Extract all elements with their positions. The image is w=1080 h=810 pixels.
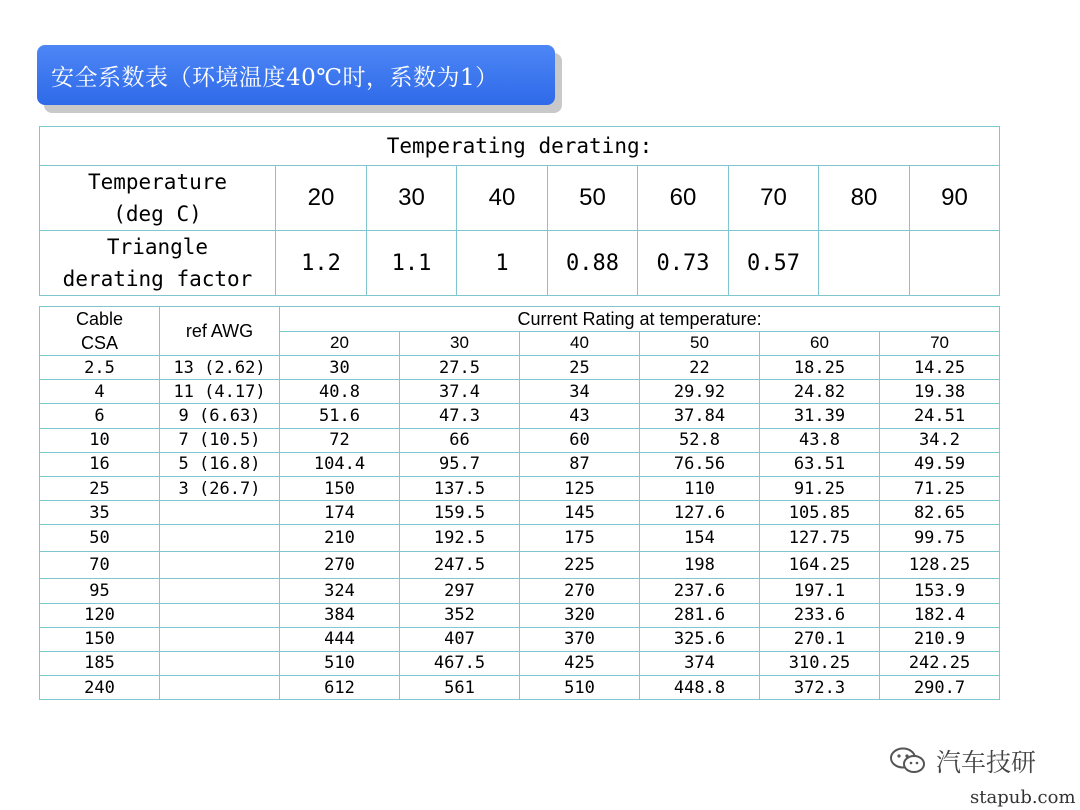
current-value-cell: 324 (280, 579, 400, 603)
derating-temperature-cell: 80 (819, 166, 910, 231)
current-value-cell: 19.38 (880, 380, 1000, 404)
current-value-cell: 237.6 (640, 579, 760, 603)
current-value-cell: 325.6 (640, 627, 760, 651)
current-value-cell: 174 (280, 501, 400, 525)
table-row (40, 579, 1000, 603)
current-value-cell: 52.8 (640, 428, 760, 452)
current-value-cell: 91.25 (760, 476, 880, 500)
ref-awg-cell (160, 525, 280, 552)
derating-heading: Temperating derating: (40, 127, 1000, 166)
current-value-cell: 210 (280, 525, 400, 552)
ref-awg-cell (160, 603, 280, 627)
current-value-cell: 444 (280, 627, 400, 651)
derating-temperature-cell: 90 (910, 166, 1000, 231)
current-value-cell: 34 (520, 380, 640, 404)
derating-factor-cell (910, 231, 1000, 296)
current-value-cell: 40.8 (280, 380, 400, 404)
current-value-cell: 384 (280, 603, 400, 627)
current-value-cell: 49.59 (880, 452, 1000, 476)
ref-awg-cell: 9 (6.63) (160, 404, 280, 428)
current-value-cell: 372.3 (760, 676, 880, 700)
current-value-cell: 22 (640, 356, 760, 380)
current-value-cell: 192.5 (400, 525, 520, 552)
current-value-cell: 270 (520, 579, 640, 603)
current-value-cell: 31.39 (760, 404, 880, 428)
current-value-cell: 87 (520, 452, 640, 476)
current-value-cell: 297 (400, 579, 520, 603)
current-value-cell: 164.25 (760, 552, 880, 579)
current-value-cell: 352 (400, 603, 520, 627)
factor-label (40, 231, 276, 296)
current-value-cell: 24.82 (760, 380, 880, 404)
table-row (40, 552, 1000, 579)
cable-csa-cell: 10 (40, 428, 160, 452)
table-row (40, 603, 1000, 627)
ref-awg-cell (160, 501, 280, 525)
current-value-cell: 18.25 (760, 356, 880, 380)
derating-factor-cell: 0.73 (638, 231, 729, 296)
current-value-cell: 137.5 (400, 476, 520, 500)
factor-label-line2: derating factor (62, 267, 253, 291)
current-value-cell: 153.9 (880, 579, 1000, 603)
current-value-cell: 612 (280, 676, 400, 700)
cable-csa-header (40, 307, 160, 356)
cable-csa-cell: 25 (40, 476, 160, 500)
cable-csa-cell: 95 (40, 579, 160, 603)
derating-temperature-cell: 70 (729, 166, 819, 231)
table-row (40, 476, 1000, 500)
cable-header-line2: CSA (80, 333, 118, 353)
ref-awg-cell: 5 (16.8) (160, 452, 280, 476)
current-value-cell: 281.6 (640, 603, 760, 627)
ref-awg-cell (160, 552, 280, 579)
current-value-cell: 150 (280, 476, 400, 500)
ref-awg-cell: 13 (2.62) (160, 356, 280, 380)
wechat-logo-icon (888, 746, 928, 776)
current-value-cell: 43.8 (760, 428, 880, 452)
ref-awg-cell: 3 (26.7) (160, 476, 280, 500)
derating-factor-cell: 1.2 (276, 231, 367, 296)
table-row (40, 356, 1000, 380)
current-value-cell: 76.56 (640, 452, 760, 476)
table-row (40, 651, 1000, 675)
current-value-cell: 29.92 (640, 380, 760, 404)
current-value-cell: 30 (280, 356, 400, 380)
ref-awg-cell (160, 651, 280, 675)
cable-csa-cell: 2.5 (40, 356, 160, 380)
cable-csa-cell: 16 (40, 452, 160, 476)
current-value-cell: 270.1 (760, 627, 880, 651)
current-value-cell: 561 (400, 676, 520, 700)
current-value-cell: 51.6 (280, 404, 400, 428)
current-value-cell: 270 (280, 552, 400, 579)
ref-awg-cell: 7 (10.5) (160, 428, 280, 452)
current-value-cell: 225 (520, 552, 640, 579)
current-rating-table (39, 306, 1000, 700)
derating-factor-cell: 0.88 (548, 231, 638, 296)
derating-temperature-cell: 60 (638, 166, 729, 231)
current-value-cell: 43 (520, 404, 640, 428)
rating-temperature-header: 70 (880, 331, 1000, 356)
watermark-name: 汽车技研 (936, 748, 1037, 777)
rating-temperature-header: 60 (760, 331, 880, 356)
table-row (40, 501, 1000, 525)
table-row (40, 380, 1000, 404)
cable-csa-cell: 6 (40, 404, 160, 428)
rating-temperature-header: 30 (400, 331, 520, 356)
table-row (40, 404, 1000, 428)
current-value-cell: 60 (520, 428, 640, 452)
current-value-cell: 247.5 (400, 552, 520, 579)
current-value-cell: 290.7 (880, 676, 1000, 700)
current-value-cell: 182.4 (880, 603, 1000, 627)
current-value-cell: 197.1 (760, 579, 880, 603)
current-value-cell: 154 (640, 525, 760, 552)
current-value-cell: 63.51 (760, 452, 880, 476)
temperature-label (40, 166, 276, 231)
current-value-cell: 95.7 (400, 452, 520, 476)
derating-temperature-cell: 30 (367, 166, 457, 231)
derating-factor-cell: 1 (457, 231, 548, 296)
ref-awg-cell (160, 676, 280, 700)
derating-temperature-cell: 40 (457, 166, 548, 231)
ref-awg-cell: 11 (4.17) (160, 380, 280, 404)
current-value-cell: 320 (520, 603, 640, 627)
current-value-cell: 510 (520, 676, 640, 700)
rating-temperature-header: 40 (520, 331, 640, 356)
current-value-cell: 104.4 (280, 452, 400, 476)
current-rating-header: Current Rating at temperature: (280, 307, 1000, 332)
current-value-cell: 66 (400, 428, 520, 452)
page-title: 安全系数表（环境温度40℃时，系数为1） (37, 45, 555, 105)
current-value-cell: 310.25 (760, 651, 880, 675)
rating-temperature-header: 50 (640, 331, 760, 356)
table-row (40, 452, 1000, 476)
current-value-cell: 210.9 (880, 627, 1000, 651)
rating-temperature-header: 20 (280, 331, 400, 356)
derating-temperature-cell: 50 (548, 166, 638, 231)
cable-csa-cell: 120 (40, 603, 160, 627)
derating-factor-cell (819, 231, 910, 296)
current-value-cell: 125 (520, 476, 640, 500)
current-value-cell: 198 (640, 552, 760, 579)
derating-temperature-cell: 20 (276, 166, 367, 231)
current-value-cell: 448.8 (640, 676, 760, 700)
current-value-cell: 128.25 (880, 552, 1000, 579)
table-row (40, 428, 1000, 452)
current-value-cell: 105.85 (760, 501, 880, 525)
cable-csa-cell: 4 (40, 380, 160, 404)
derating-factor-cell: 0.57 (729, 231, 819, 296)
cable-csa-cell: 50 (40, 525, 160, 552)
current-value-cell: 37.4 (400, 380, 520, 404)
current-value-cell: 510 (280, 651, 400, 675)
current-value-cell: 127.75 (760, 525, 880, 552)
table-row (40, 676, 1000, 700)
current-value-cell: 159.5 (400, 501, 520, 525)
current-value-cell: 82.65 (880, 501, 1000, 525)
derating-table (39, 126, 1000, 296)
cable-csa-cell: 35 (40, 501, 160, 525)
cable-csa-cell: 70 (40, 552, 160, 579)
ref-awg-cell (160, 627, 280, 651)
temperature-label-line2: (deg C) (113, 202, 202, 226)
cable-csa-cell: 240 (40, 676, 160, 700)
current-value-cell: 14.25 (880, 356, 1000, 380)
table-row (40, 525, 1000, 552)
current-value-cell: 34.2 (880, 428, 1000, 452)
cable-csa-cell: 150 (40, 627, 160, 651)
current-value-cell: 145 (520, 501, 640, 525)
current-value-cell: 24.51 (880, 404, 1000, 428)
watermark-url: stapub.com (970, 787, 1076, 808)
current-value-cell: 233.6 (760, 603, 880, 627)
temperature-label-line1: Temperature (87, 170, 228, 194)
current-value-cell: 37.84 (640, 404, 760, 428)
current-value-cell: 374 (640, 651, 760, 675)
table-row (40, 627, 1000, 651)
current-value-cell: 370 (520, 627, 640, 651)
ref-awg-header: ref AWG (160, 307, 280, 356)
factor-label-line1: Triangle (106, 235, 209, 259)
current-value-cell: 467.5 (400, 651, 520, 675)
current-value-cell: 72 (280, 428, 400, 452)
current-value-cell: 407 (400, 627, 520, 651)
cable-csa-cell: 185 (40, 651, 160, 675)
current-value-cell: 99.75 (880, 525, 1000, 552)
current-value-cell: 71.25 (880, 476, 1000, 500)
current-value-cell: 25 (520, 356, 640, 380)
current-value-cell: 110 (640, 476, 760, 500)
current-value-cell: 175 (520, 525, 640, 552)
current-value-cell: 242.25 (880, 651, 1000, 675)
current-value-cell: 27.5 (400, 356, 520, 380)
ref-awg-cell (160, 579, 280, 603)
current-value-cell: 47.3 (400, 404, 520, 428)
current-value-cell: 127.6 (640, 501, 760, 525)
derating-factor-cell: 1.1 (367, 231, 457, 296)
cable-header-line1: Cable (75, 309, 124, 329)
current-value-cell: 425 (520, 651, 640, 675)
